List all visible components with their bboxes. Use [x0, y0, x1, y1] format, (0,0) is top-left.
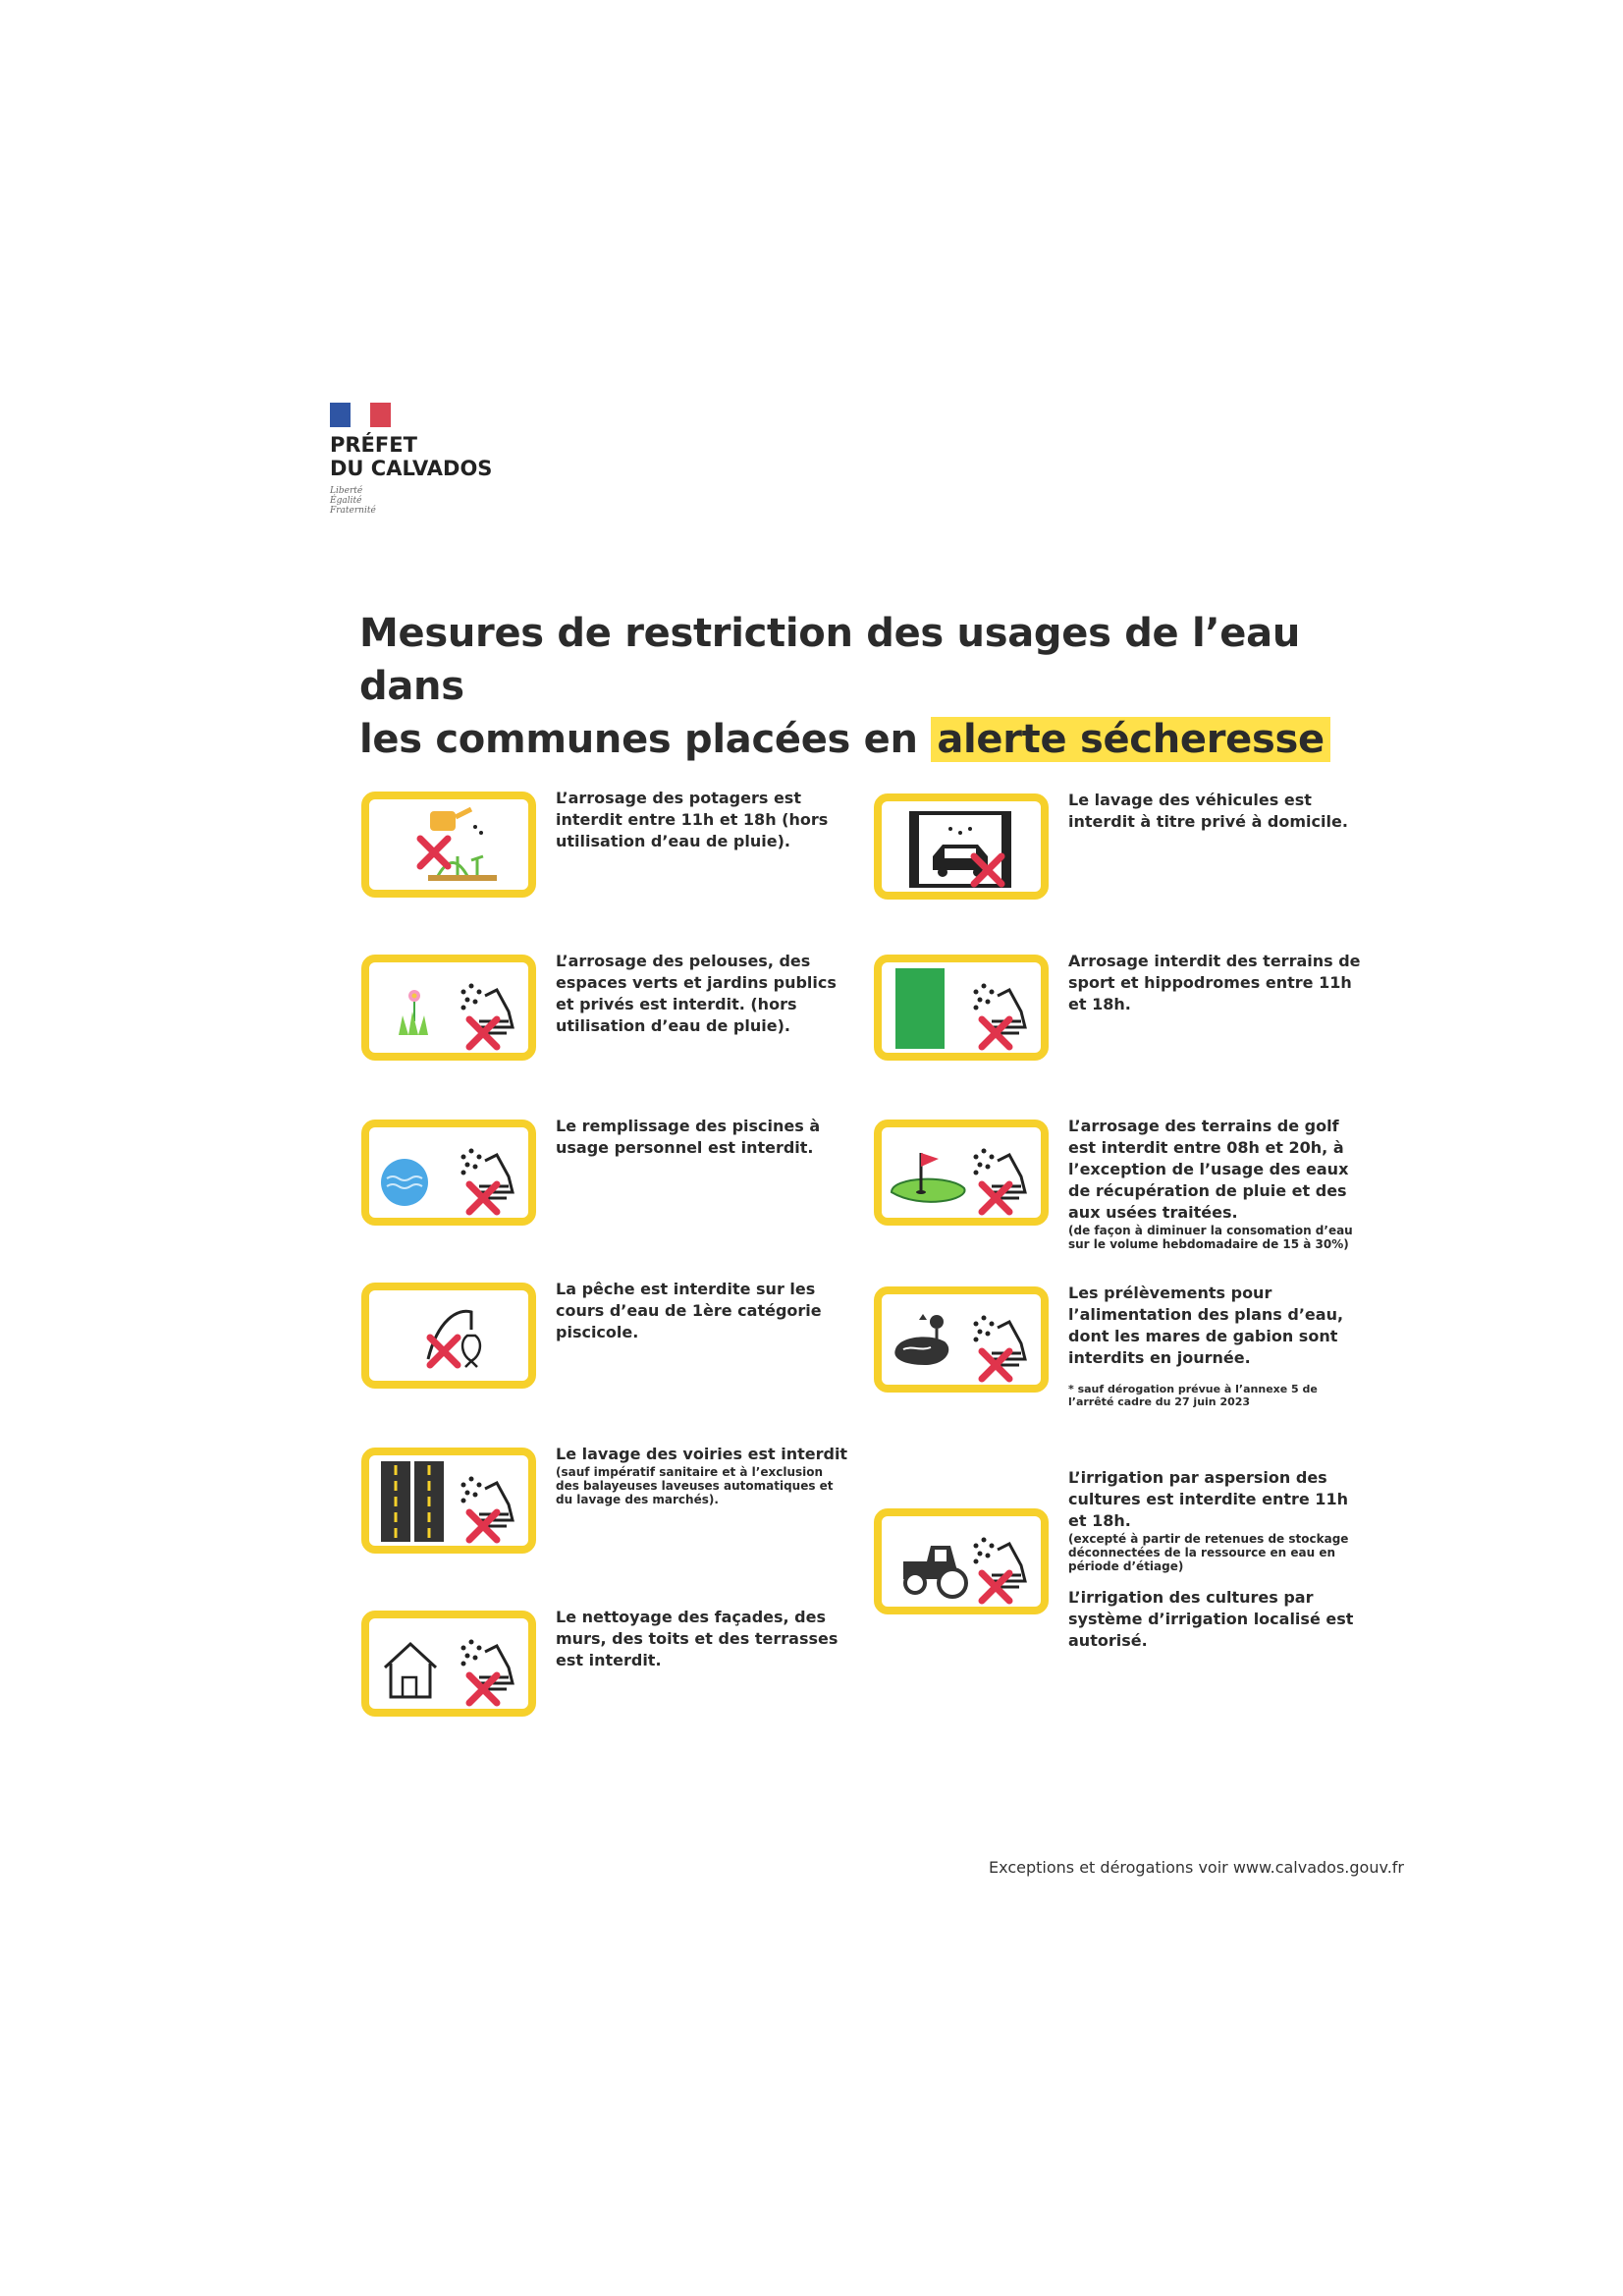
rule-icon-frame [874, 1508, 1049, 1614]
rule-small-text: (de façon à diminuer la consomation d’eau sur le volume hebdomadaire de 15 à 30%) [1068, 1224, 1353, 1251]
rule-icon-frame [361, 1611, 536, 1717]
motto [330, 486, 546, 516]
rule-text [556, 1444, 850, 1506]
tractor-icon [882, 1516, 1041, 1607]
golf-icon [882, 1127, 1041, 1218]
house-icon [369, 1618, 528, 1709]
rule-icon-frame [361, 792, 536, 898]
rule-text [1068, 1116, 1363, 1251]
flower-grass-icon [369, 962, 528, 1053]
rule-text [1068, 1467, 1363, 1652]
rule-text: Le lavage des véhicules est interdit à titre privé à domicile. [1068, 791, 1348, 831]
rule-icon-frame [361, 1283, 536, 1389]
french-flag-icon [330, 403, 391, 427]
logo-line1: PRÉFET [330, 433, 417, 457]
logo-line2: DU CALVADOS [330, 457, 493, 480]
road-icon [369, 1455, 528, 1546]
motto-fraternite: Fraternité [330, 506, 376, 516]
rule-icon-frame [874, 1120, 1049, 1226]
rule-icon-frame [361, 955, 536, 1061]
rule-small-text: (sauf impératif sanitaire et à l’exclusion des balayeuses laveuses automatiques et du lavage des marchés). [556, 1465, 834, 1506]
logo-text [330, 433, 546, 480]
pond-icon [882, 1294, 1041, 1385]
watering-can-icon [369, 799, 528, 890]
rule-text: La pêche est interdite sur les cours d’eau de 1ère catégorie piscicole. [556, 1280, 822, 1341]
rule-icon-frame [874, 1286, 1049, 1393]
rule-text: L’arrosage des potagers est interdit entre 11h et 18h (hors utilisation d’eau de pluie). [556, 789, 829, 850]
rule-icon-frame [361, 1448, 536, 1554]
rule-second-text: L’irrigation des cultures par système d’irrigation localisé est autorisé. [1068, 1588, 1354, 1650]
rule-text: Le nettoyage des façades, des murs, des toits et des terrasses est interdit. [556, 1608, 839, 1669]
rule-text: Arrosage interdit des terrains de sport et hippodromes entre 11h et 18h. [1068, 952, 1361, 1013]
fishing-icon [369, 1290, 528, 1381]
rule-main-text: L’irrigation par aspersion des cultures est interdite entre 11h et 18h. [1068, 1468, 1348, 1530]
title-highlight: alerte sécheresse [931, 717, 1330, 762]
footer-note: Exceptions et dérogations voir www.calvados.gouv.fr [989, 1858, 1404, 1877]
rule-icon-frame [874, 955, 1049, 1061]
motto-liberte: Liberté [330, 486, 363, 496]
rule-main-text: Le lavage des voiries est interdit [556, 1445, 848, 1463]
motto-egalite: Égalité [330, 496, 362, 506]
car-wash-icon [882, 801, 1041, 892]
title-line1: Mesures de restriction des usages de l’eau dans [359, 611, 1301, 709]
rule-text [1068, 1283, 1363, 1408]
rule-text: Le remplissage des piscines à usage personnel est interdit. [556, 1117, 821, 1157]
pool-icon [369, 1127, 528, 1218]
rule-text: L’arrosage des pelouses, des espaces verts et jardins publics et privés est interdit. (hors utilisation d’eau de pluie). [556, 952, 837, 1035]
rule-icon-frame [874, 793, 1049, 900]
sports-field-icon [882, 962, 1041, 1053]
rule-icon-frame [361, 1120, 536, 1226]
page-title [359, 607, 1400, 766]
rule-small-text: (excepté à partir de retenues de stockage déconnectées de la ressource en eau en période d’étiage) [1068, 1532, 1349, 1573]
rule-main-text: L’arrosage des terrains de golf est interdit entre 08h et 20h, à l’exception de l’usage des eaux de récupération de pluie et des aux usées traitées. [1068, 1117, 1349, 1222]
prefecture-logo [330, 403, 546, 516]
rule-note-text: * sauf dérogation prévue à l’annexe 5 de l’arrêté cadre du 27 juin 2023 [1068, 1383, 1318, 1408]
title-line2: les communes placées en [359, 717, 932, 762]
rule-main-text: Les prélèvements pour l’alimentation des plans d’eau, dont les mares de gabion sont interdits en journée. [1068, 1284, 1344, 1367]
